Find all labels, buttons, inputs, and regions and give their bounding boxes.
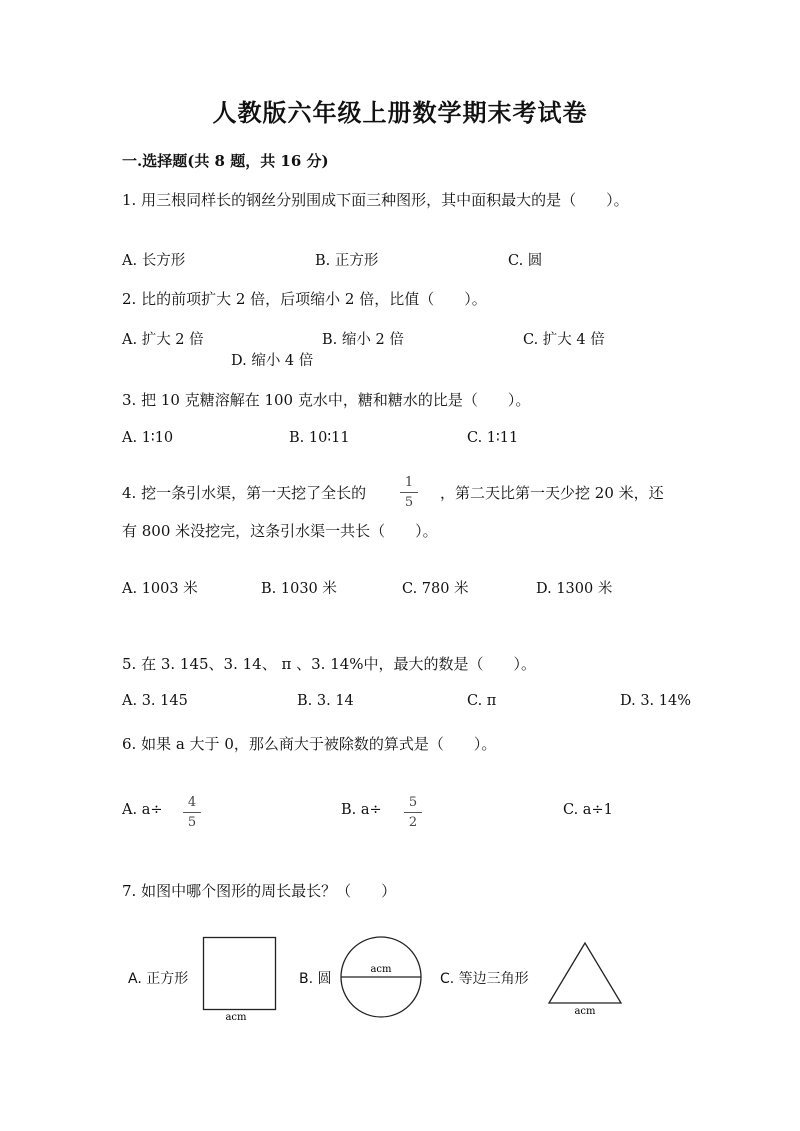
question-3: 3. 把 10 克糖溶解在 100 克水中，糖和糖水的比是（ ）。 <box>122 391 531 409</box>
section-heading: 一.选择题(共 8 题，共 16 分) <box>122 152 329 170</box>
square-figure <box>200 935 280 1025</box>
question-4-part2: ，第二天比第一天少挖 20 米，还 <box>440 484 664 502</box>
square-side-label: acm <box>225 1012 247 1023</box>
q3-option-b: B. 10∶11 <box>289 430 350 446</box>
circle-figure <box>338 934 424 1020</box>
fraction-bar <box>400 492 418 493</box>
q6-option-b-fraction <box>402 796 424 829</box>
fraction-denominator: 5 <box>187 815 197 830</box>
fraction-denominator: 2 <box>408 815 418 830</box>
q4-fraction <box>398 476 420 509</box>
q4-option-d: D. 1300 米 <box>536 581 613 597</box>
question-6: 6. 如果 a 大于 0，那么商大于被除数的算式是（ ）。 <box>122 735 497 753</box>
q5-option-c: C. π <box>467 693 497 709</box>
triangle-figure <box>545 940 625 1018</box>
q2-option-b: B. 缩小 2 倍 <box>322 332 404 348</box>
q3-option-a: A. 1∶10 <box>122 430 174 446</box>
question-5: 5. 在 3. 145、3. 14、 π 、3. 14%中，最大的数是（ ）。 <box>122 655 537 673</box>
question-4-line2: 有 800 米没挖完，这条引水渠一共长（ ）。 <box>122 522 438 540</box>
q2-option-c: C. 扩大 4 倍 <box>523 332 605 348</box>
q4-option-c: C. 780 米 <box>402 581 469 597</box>
fraction-denominator: 5 <box>404 495 414 510</box>
q6-option-c: C. a÷1 <box>563 802 613 818</box>
question-4-part1: 4. 挖一条引水渠，第一天挖了全长的 <box>122 484 367 502</box>
q1-option-c: C. 圆 <box>508 253 543 269</box>
fraction-numerator: 1 <box>404 475 414 490</box>
q5-option-a: A. 3. 145 <box>122 693 188 709</box>
triangle-side-label: acm <box>574 1006 596 1017</box>
q1-option-b: B. 正方形 <box>315 253 379 269</box>
q4-option-b: B. 1030 米 <box>261 581 337 597</box>
fraction-bar <box>404 812 422 813</box>
fraction-numerator: 4 <box>187 795 197 810</box>
page-title: 人教版六年级上册数学期末考试卷 <box>212 98 588 127</box>
q2-option-d: D. 缩小 4 倍 <box>231 353 314 369</box>
q7-label-square: A. 正方形 <box>128 971 189 987</box>
q7-label-circle: B. 圆 <box>299 971 332 987</box>
q5-option-b: B. 3. 14 <box>297 693 354 709</box>
question-1: 1. 用三根同样长的钢丝分别围成下面三种图形，其中面积最大的是（ ）。 <box>122 191 629 209</box>
q7-label-triangle: C. 等边三角形 <box>440 971 529 987</box>
q5-option-d: D. 3. 14% <box>620 693 691 709</box>
triangle-shape <box>549 943 621 1003</box>
fraction-bar <box>183 812 201 813</box>
square-shape <box>204 938 276 1010</box>
fraction-numerator: 5 <box>408 795 418 810</box>
q4-option-a: A. 1003 米 <box>122 581 198 597</box>
q3-option-c: C. 1∶11 <box>467 430 519 446</box>
q6-option-a-prefix: A. a÷ <box>122 802 163 818</box>
q1-option-a: A. 长方形 <box>122 253 186 269</box>
question-2: 2. 比的前项扩大 2 倍，后项缩小 2 倍，比值（ ）。 <box>122 290 487 308</box>
q2-option-a: A. 扩大 2 倍 <box>122 332 204 348</box>
question-7: 7. 如图中哪个图形的周长最长？（ ） <box>122 882 397 900</box>
circle-diameter-label: acm <box>370 964 392 975</box>
q6-option-a-fraction <box>181 796 203 829</box>
q6-option-b-prefix: B. a÷ <box>341 802 382 818</box>
